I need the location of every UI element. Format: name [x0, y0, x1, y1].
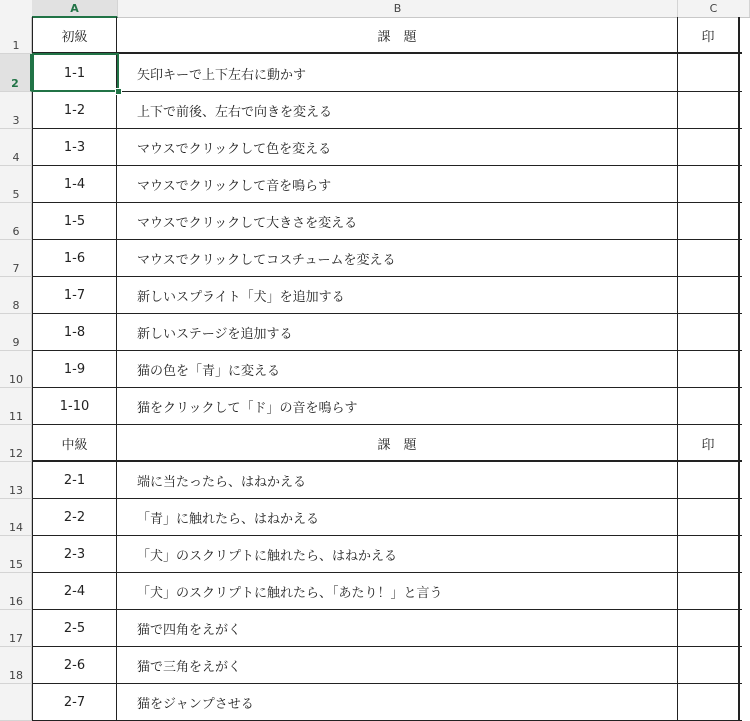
row-header[interactable] [0, 684, 32, 721]
fill-handle[interactable] [115, 88, 122, 95]
section-header-row [32, 17, 750, 54]
task-header-cell[interactable]: 課 題 [377, 438, 417, 453]
task-description-cell[interactable]: 端に当たったら、はねかえる [137, 475, 307, 490]
row-header-bar [0, 17, 32, 721]
active-cell-selection [32, 53, 119, 92]
task-id-cell[interactable]: 1-9 [32, 351, 117, 388]
table-row [32, 573, 750, 610]
stamp-cell[interactable] [677, 166, 740, 203]
stamp-cell[interactable] [677, 388, 740, 425]
stamp-cell[interactable] [677, 54, 740, 92]
task-id-cell[interactable]: 2-2 [32, 499, 117, 536]
stamp-cell[interactable] [677, 610, 740, 647]
row-header[interactable] [0, 277, 32, 314]
table-row [32, 277, 750, 314]
level-header-cell[interactable]: 中級 [32, 425, 117, 462]
table-row [32, 92, 750, 129]
row-number: 7 [12, 262, 20, 275]
task-id-cell[interactable]: 1-10 [32, 388, 117, 425]
row-header[interactable] [0, 92, 32, 129]
row-number: 13 [9, 484, 23, 497]
task-description-cell[interactable]: 「犬」のスクリプトに触れたら、はねかえる [137, 549, 398, 564]
task-id-cell[interactable]: 2-1 [32, 462, 117, 499]
row-header[interactable] [0, 351, 32, 388]
task-id-cell[interactable]: 2-4 [32, 573, 117, 610]
row-header[interactable] [0, 573, 32, 610]
table-row [32, 54, 750, 92]
row-header[interactable] [0, 536, 32, 573]
stamp-cell[interactable] [677, 277, 740, 314]
table-row [32, 499, 750, 536]
row-number: 12 [9, 447, 23, 460]
stamp-cell[interactable] [677, 462, 740, 499]
task-description-cell[interactable]: 猫で三角をえがく [137, 660, 242, 675]
task-description-cell[interactable]: 新しいスプライト「犬」を追加する [137, 290, 345, 305]
task-id-cell[interactable]: 2-7 [32, 684, 117, 721]
row-header[interactable] [0, 203, 32, 240]
row-number: 8 [12, 299, 20, 312]
row-number: 4 [12, 151, 20, 164]
task-id-cell[interactable]: 1-7 [32, 277, 117, 314]
section-header-row [32, 425, 750, 462]
task-id-cell[interactable]: 1-5 [32, 203, 117, 240]
task-description-cell[interactable]: 猫で四角をえがく [137, 623, 242, 638]
row-header[interactable] [0, 462, 32, 499]
task-id-cell[interactable]: 2-6 [32, 647, 117, 684]
row-header[interactable] [0, 166, 32, 203]
task-description-cell[interactable]: 「青」に触れたら、はねかえる [137, 512, 320, 527]
row-header[interactable] [0, 610, 32, 647]
row-number: 5 [12, 188, 20, 201]
stamp-cell[interactable] [677, 203, 740, 240]
table-row [32, 647, 750, 684]
table-row [32, 203, 750, 240]
row-header[interactable] [0, 647, 32, 684]
stamp-cell[interactable] [677, 314, 740, 351]
row-number: 17 [9, 632, 23, 645]
table-row [32, 388, 750, 425]
task-description-cell[interactable]: 矢印キーで上下左右に動かす [137, 67, 307, 83]
table-row [32, 129, 750, 166]
task-description-cell[interactable]: マウスでクリックして音を鳴らす [137, 179, 332, 194]
table-row [32, 166, 750, 203]
task-id-cell[interactable]: 1-3 [32, 129, 117, 166]
stamp-cell[interactable] [677, 240, 740, 277]
column-header-bar [0, 0, 750, 18]
row-number: 3 [12, 114, 20, 127]
stamp-cell[interactable] [677, 573, 740, 610]
row-header[interactable] [0, 17, 32, 54]
stamp-cell[interactable] [677, 647, 740, 684]
column-header-c[interactable]: C [678, 0, 750, 17]
column-header-a[interactable]: A [32, 0, 118, 18]
stamp-cell[interactable] [677, 536, 740, 573]
row-header[interactable] [0, 240, 32, 277]
table-row [32, 684, 750, 721]
row-header[interactable] [0, 314, 32, 351]
task-id-cell[interactable]: 1-4 [32, 166, 117, 203]
stamp-header-cell[interactable]: 印 [677, 17, 740, 54]
task-description-cell[interactable]: マウスでクリックして色を変える [137, 142, 332, 157]
row-number: 11 [9, 410, 23, 423]
column-header-b[interactable]: B [118, 0, 678, 17]
task-id-cell[interactable]: 1-1 [32, 54, 117, 92]
task-id-cell[interactable]: 1-2 [32, 92, 117, 129]
select-all-corner[interactable] [0, 0, 33, 17]
task-description-cell[interactable]: 「犬」のスクリプトに触れたら、「あたり！」と言う [137, 586, 443, 601]
table-row [32, 351, 750, 388]
row-number: 2 [11, 77, 19, 90]
row-number: 14 [9, 521, 23, 534]
task-id-cell[interactable]: 2-3 [32, 536, 117, 573]
task-description-cell[interactable]: 猫をジャンプさせる [137, 697, 254, 712]
row-number: 6 [12, 225, 20, 238]
row-header[interactable] [0, 54, 32, 92]
task-id-cell[interactable]: 1-6 [32, 240, 117, 277]
task-description-cell[interactable]: マウスでクリックして大きさを変える [137, 216, 358, 231]
task-description-cell[interactable]: 猫をクリックして「ド」の音を鳴らす [137, 401, 358, 416]
row-number: 1 [12, 39, 20, 52]
stamp-cell[interactable] [677, 351, 740, 388]
stamp-cell[interactable] [677, 684, 740, 721]
task-header-cell[interactable]: 課 題 [377, 30, 417, 45]
task-description-cell[interactable]: 新しいステージを追加する [137, 327, 293, 342]
task-description-cell[interactable]: 上下で前後、左右で向きを変える [137, 105, 333, 120]
row-number: 16 [9, 595, 23, 608]
row-header[interactable] [0, 499, 32, 536]
task-id-cell[interactable]: 2-5 [32, 610, 117, 647]
table-row [32, 314, 750, 351]
stamp-cell[interactable] [677, 129, 740, 166]
row-number: 10 [9, 373, 23, 386]
row-number: 9 [12, 336, 20, 349]
table-row [32, 462, 750, 499]
task-id-cell[interactable]: 1-8 [32, 314, 117, 351]
task-description-cell[interactable]: 猫の色を「青」に変える [137, 364, 281, 379]
row-number: 18 [9, 669, 23, 682]
row-header[interactable] [0, 388, 32, 425]
row-number: 15 [9, 558, 23, 571]
stamp-header-cell[interactable]: 印 [677, 425, 740, 462]
stamp-cell[interactable] [677, 499, 740, 536]
table-row [32, 536, 750, 573]
table-row [32, 240, 750, 277]
task-description-cell[interactable]: マウスでクリックしてコスチュームを変える [137, 253, 396, 268]
level-header-cell[interactable]: 初級 [32, 17, 117, 54]
row-header[interactable] [0, 425, 32, 462]
table-row [32, 610, 750, 647]
stamp-cell[interactable] [677, 92, 740, 129]
row-header[interactable] [0, 129, 32, 166]
